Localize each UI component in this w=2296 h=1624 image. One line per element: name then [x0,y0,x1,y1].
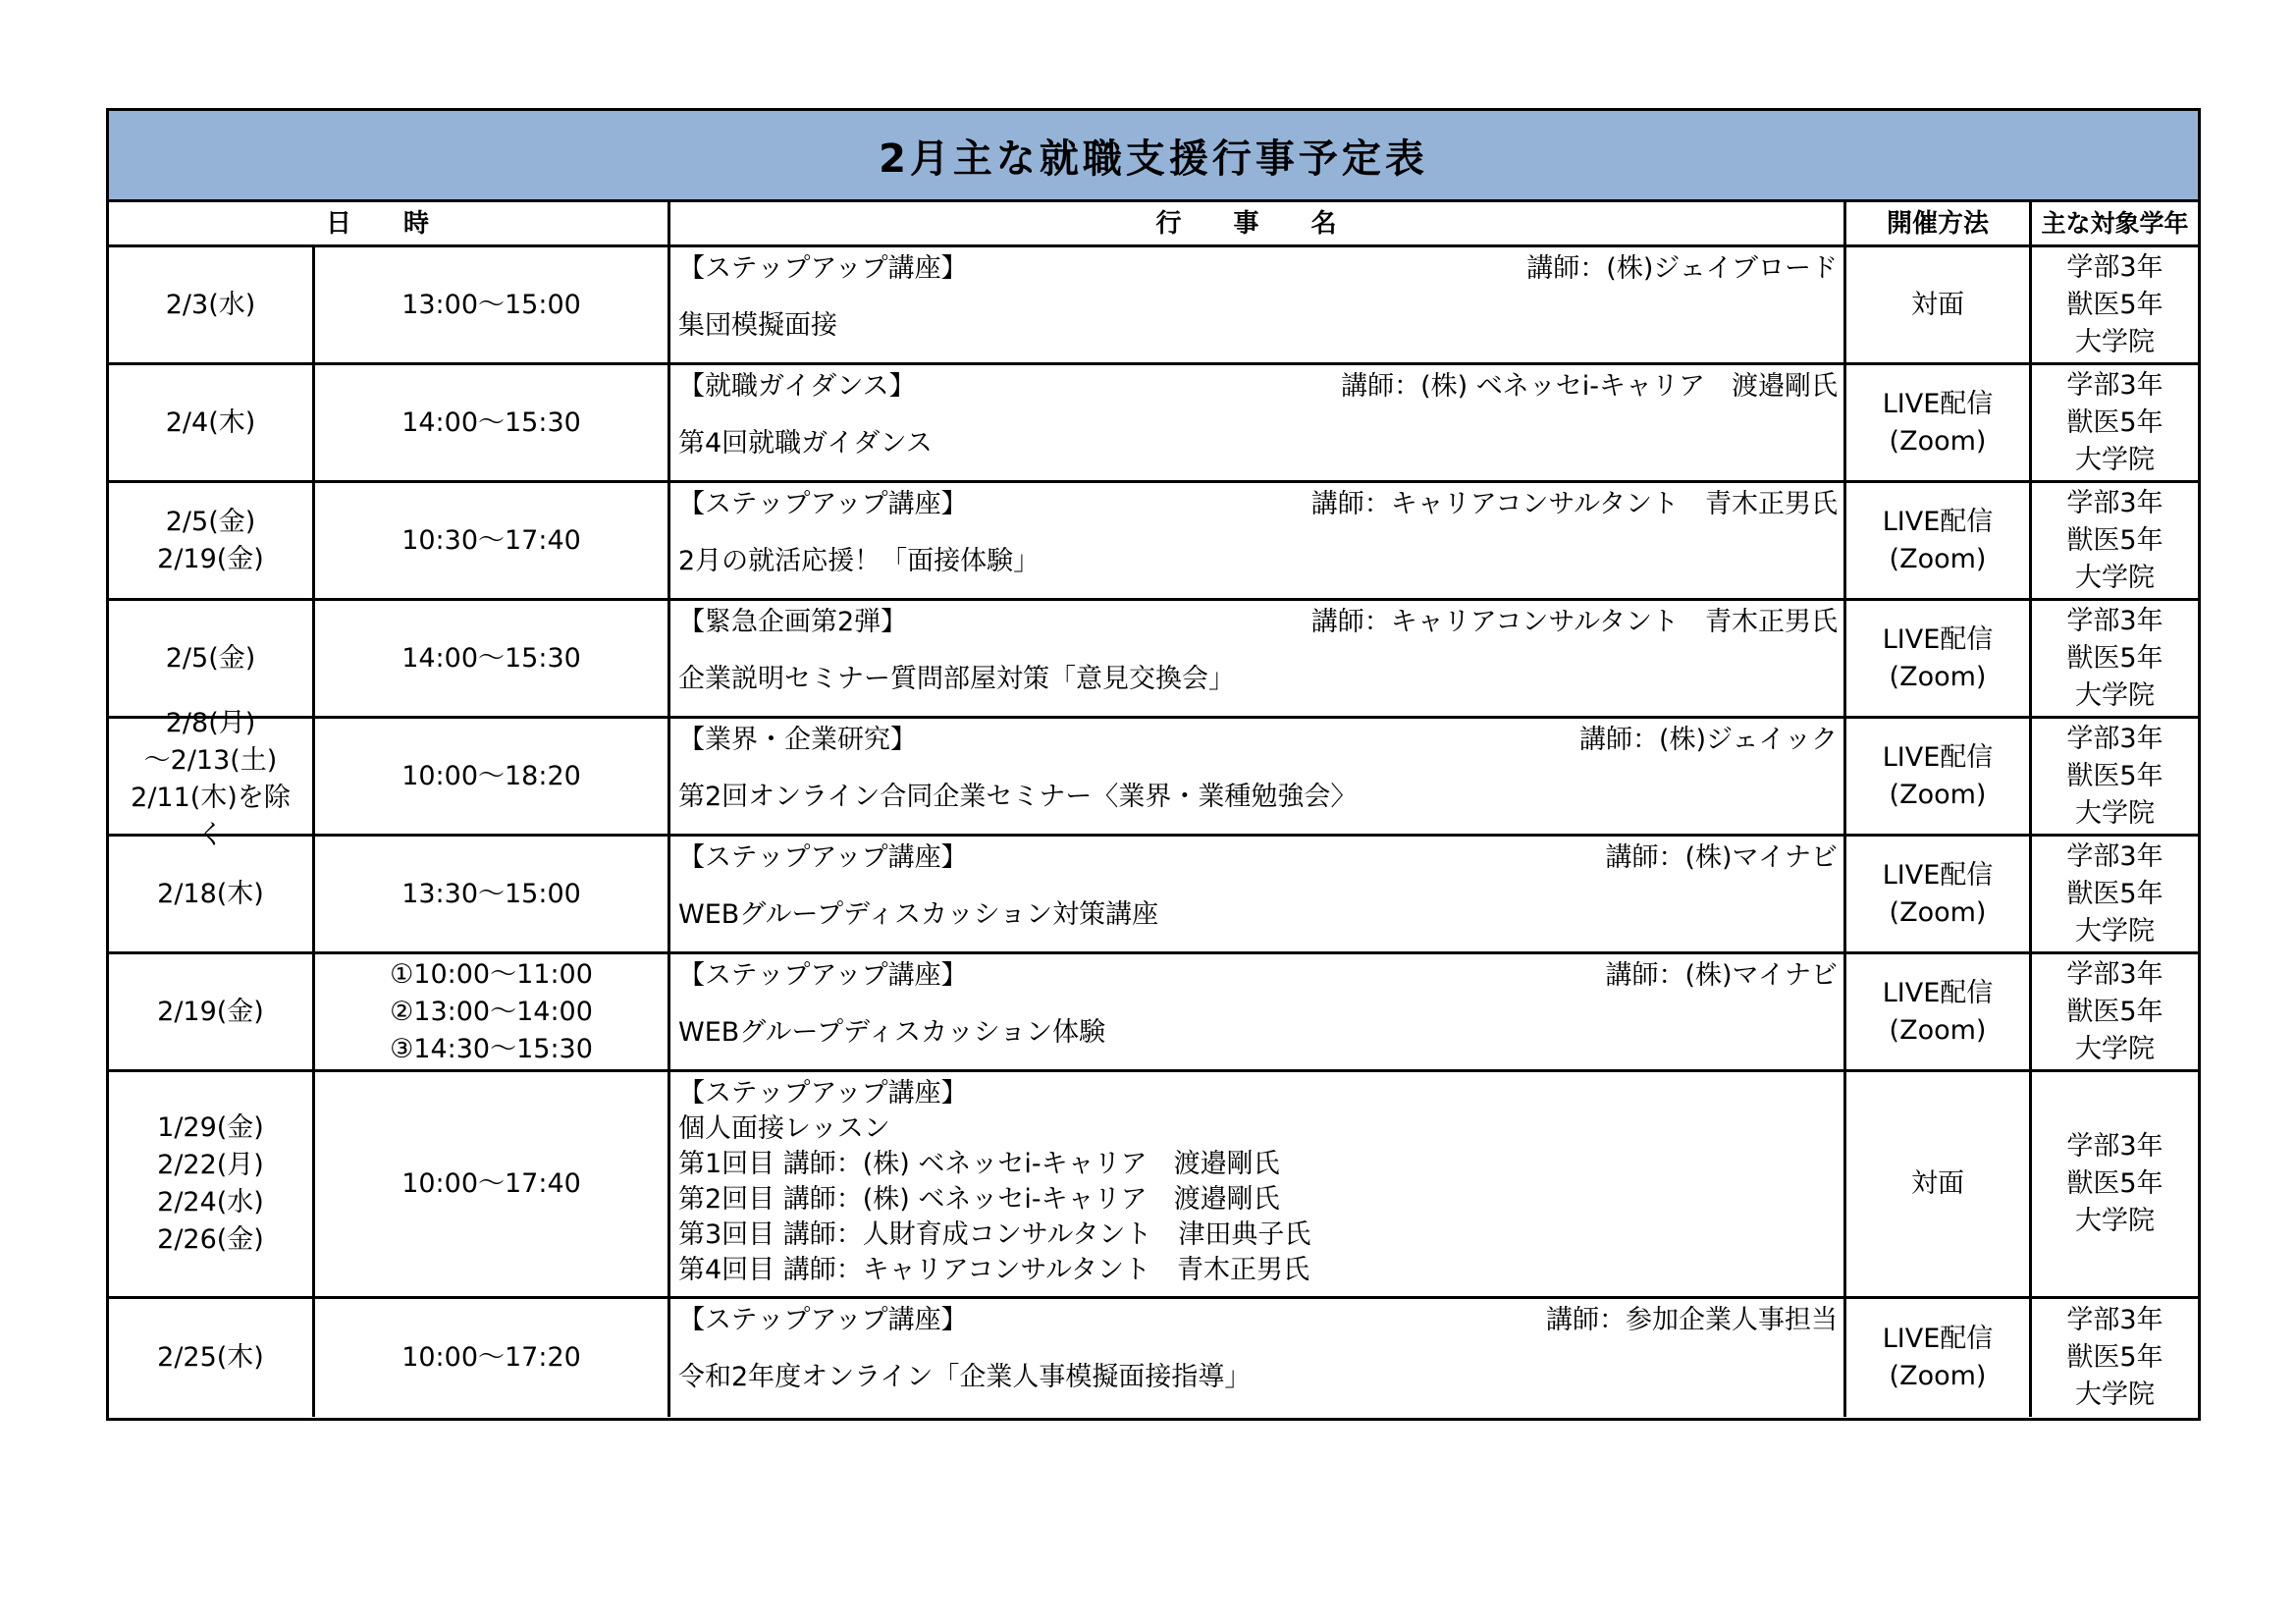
event-lecturer: 講師：(株)ジェイブロード [1526,253,1838,284]
method-line: LIVE配信 [1882,623,1994,655]
date-cell [109,954,315,1069]
date-cell [109,483,315,598]
method-line: LIVE配信 [1882,741,1994,773]
table-body [109,247,2198,1417]
event-header [678,958,1838,994]
target-line: 獣医5年 [2066,878,2163,909]
method-line: (Zoom) [1889,896,1987,928]
header-datetime: 日 時 [109,202,670,244]
date-line: 2/3(水) [165,289,256,320]
target-line: 学部3年 [2066,1305,2163,1335]
target-line: 大学院 [2075,326,2155,357]
time-cell [315,837,670,951]
date-line: 2/25(木) [157,1342,264,1373]
target-cell [2032,1072,2198,1296]
event-lecturer: 講師：(株)ジェイック [1579,725,1838,755]
target-cell [2032,601,2198,716]
method-line: LIVE配信 [1882,506,1994,537]
date-line: 2/5(金) [165,506,256,537]
target-line: 学部3年 [2066,723,2163,754]
target-line: 学部3年 [2066,487,2163,518]
event-description [678,544,1838,579]
time-line: ③14:30～15:30 [390,1033,593,1064]
event-category: 【就職ガイダンス】 [678,371,916,402]
event-lecturer: 講師：(株)マイナビ [1605,842,1838,873]
event-desc-line: WEBグループディスカッション対策講座 [678,899,1159,930]
time-line: 14:00～15:30 [401,406,581,438]
method-cell [1846,1299,2032,1417]
target-line: 大学院 [2075,444,2155,475]
event-header [678,487,1838,522]
table-row [109,483,2198,601]
time-line: 10:00～17:40 [401,1168,581,1199]
table-row [109,1299,2198,1417]
time-cell [315,247,670,362]
date-line: 2/26(金) [157,1224,264,1255]
event-description [678,1111,1838,1288]
method-cell [1846,483,2032,598]
target-line: 大学院 [2075,1033,2155,1064]
event-desc-line: 個人面接レッスン [678,1113,890,1144]
event-lecturer: 講師：キャリアコンサルタント 青木正男氏 [1310,607,1838,637]
date-line: 2/22(月) [157,1150,264,1180]
event-cell [670,837,1846,951]
date-line: 2/18(木) [157,878,264,909]
method-line: (Zoom) [1889,661,1987,692]
event-category: 【ステップアップ講座】 [678,842,968,873]
event-header [678,723,1838,758]
method-cell [1846,601,2032,716]
target-cell [2032,1299,2198,1417]
target-cell [2032,483,2198,598]
table-row [109,837,2198,954]
event-cell [670,247,1846,362]
date-line: 2/19(金) [157,996,264,1027]
method-line: (Zoom) [1889,779,1987,810]
method-line: LIVE配信 [1882,977,1994,1008]
table-row [109,1072,2198,1299]
event-description [678,1015,1838,1051]
target-line: 学部3年 [2066,958,2163,990]
date-line: 2/19(金) [157,543,264,574]
event-description [678,897,1838,933]
event-header [678,840,1838,876]
event-desc-line: 集団模擬面接 [678,310,837,341]
method-line: LIVE配信 [1882,1324,1994,1354]
date-line: ～2/13(土) [143,745,278,776]
event-desc-line: WEBグループディスカッション体験 [678,1017,1106,1048]
time-cell [315,1072,670,1296]
event-description [678,308,1838,344]
table-row [109,601,2198,719]
target-line: 学部3年 [2066,605,2163,636]
method-cell [1846,365,2032,480]
method-line: (Zoom) [1889,425,1987,457]
header-row [109,202,2198,247]
method-line: LIVE配信 [1882,388,1994,419]
target-line: 獣医5年 [2066,1168,2163,1199]
table-row [109,954,2198,1072]
event-cell [670,365,1846,480]
date-line: 2/11(木)を除 [131,783,291,813]
target-line: 大学院 [2075,1206,2155,1236]
method-cell [1846,1072,2032,1296]
event-description [678,426,1838,461]
time-line: 10:00～17:20 [401,1342,581,1373]
date-line: 2/8(月) [165,708,256,738]
target-cell [2032,247,2198,362]
date-cell [109,365,315,480]
method-cell [1846,719,2032,834]
date-cell [109,705,315,850]
date-cell [109,247,315,362]
time-cell [315,1299,670,1417]
target-line: 大学院 [2075,679,2155,711]
time-line: ②13:00～14:00 [390,996,593,1027]
event-category: 【ステップアップ講座】 [678,1078,968,1109]
time-line: ①10:00～11:00 [390,958,593,990]
event-desc-line: 第3回目 講師：人財育成コンサルタント 津田典子氏 [678,1219,1311,1250]
event-desc-line: 第2回オンライン合同企業セミナー〈業界・業種勉強会〉 [678,782,1358,812]
event-description [678,780,1838,815]
event-category: 【ステップアップ講座】 [678,1305,968,1335]
time-cell [315,601,670,716]
method-line: LIVE配信 [1882,859,1994,891]
event-lecturer: 講師：キャリアコンサルタント 青木正男氏 [1310,489,1838,519]
event-cell [670,719,1846,834]
target-line: 学部3年 [2066,840,2163,872]
target-line: 獣医5年 [2066,406,2163,438]
event-desc-line: 企業説明セミナー質問部屋対策「意見交換会」 [678,664,1235,694]
method-cell [1846,247,2032,362]
schedule-table [106,108,2201,1421]
event-lecturer: 講師：(株) ベネッセi-キャリア 渡邉剛氏 [1341,371,1838,402]
date-cell [109,1299,315,1417]
event-desc-line: 第4回目 講師：キャリアコンサルタント 青木正男氏 [678,1255,1309,1285]
event-category: 【緊急企画第2弾】 [678,607,908,637]
header-target: 主な対象学年 [2041,208,2189,238]
target-line: 獣医5年 [2066,1342,2163,1373]
event-header [678,251,1838,287]
event-header [678,369,1838,405]
header-event: 行 事 名 [670,202,1846,244]
date-line: 2/5(金) [165,642,256,674]
time-cell [315,954,670,1069]
time-cell [315,483,670,598]
target-line: 学部3年 [2066,251,2163,283]
event-header [678,605,1838,640]
event-category: 【ステップアップ講座】 [678,489,968,519]
event-category: 【ステップアップ講座】 [678,960,968,991]
table-title: 2月主な就職支援行事予定表 [109,111,2198,202]
target-line: 獣医5年 [2066,996,2163,1027]
method-cell [1846,954,2032,1069]
event-cell [670,601,1846,716]
time-cell [315,365,670,480]
event-lecturer: 講師：参加企業人事担当 [1546,1305,1838,1335]
date-line: 2/24(水) [157,1187,264,1218]
event-category: 【業界・企業研究】 [678,725,917,755]
table-row [109,708,2198,850]
event-cell [670,1299,1846,1417]
event-desc-line: 第2回目 講師：(株) ベネッセi-キャリア 渡邉剛氏 [678,1184,1280,1215]
event-header [678,1076,1838,1111]
date-line: 1/29(金) [157,1112,264,1143]
time-line: 10:30～17:40 [401,524,581,556]
date-line: 2/4(木) [165,406,256,438]
event-desc-line: 2月の就活応援！「面接体験」 [678,546,1041,576]
target-line: 獣医5年 [2066,642,2163,674]
time-line: 10:00～18:20 [401,760,581,791]
header-method: 開催方法 [1846,202,2032,244]
event-desc-line: 令和2年度オンライン「企業人事模擬面接指導」 [678,1362,1252,1392]
method-line: 対面 [1911,1168,1964,1199]
event-desc-line: 第1回目 講師：(株) ベネッセi-キャリア 渡邉剛氏 [678,1149,1280,1179]
event-header [678,1303,1838,1338]
event-cell [670,954,1846,1069]
event-cell [670,1072,1846,1296]
target-line: 大学院 [2075,562,2155,593]
event-category: 【ステップアップ講座】 [678,253,968,284]
method-line: (Zoom) [1889,1014,1987,1046]
date-cell [109,1072,315,1296]
target-cell [2032,837,2198,951]
date-cell [109,837,315,951]
target-line: 獣医5年 [2066,289,2163,320]
time-line: 13:30～15:00 [401,878,581,909]
method-line: (Zoom) [1889,1361,1987,1391]
target-line: 学部3年 [2066,1131,2163,1162]
target-line: 学部3年 [2066,369,2163,401]
time-line: 14:00～15:30 [401,642,581,674]
target-line: 大学院 [2075,915,2155,947]
target-cell [2032,719,2198,834]
table-row [109,365,2198,483]
target-cell [2032,954,2198,1069]
event-lecturer: 講師：(株)マイナビ [1605,960,1838,991]
event-description [678,1360,1838,1395]
target-line: 獣医5年 [2066,760,2163,791]
target-line: 大学院 [2075,797,2155,829]
method-cell [1846,837,2032,951]
event-cell [670,483,1846,598]
event-description [678,662,1838,697]
method-line: 対面 [1911,289,1964,320]
date-line: く [197,820,224,850]
time-line: 13:00～15:00 [401,289,581,320]
event-desc-line: 第4回就職ガイダンス [678,428,933,459]
target-line: 獣医5年 [2066,524,2163,556]
table-row [109,247,2198,365]
target-line: 大学院 [2075,1380,2155,1410]
target-cell [2032,365,2198,480]
method-line: (Zoom) [1889,543,1987,574]
date-cell [109,601,315,716]
time-cell [315,719,670,834]
